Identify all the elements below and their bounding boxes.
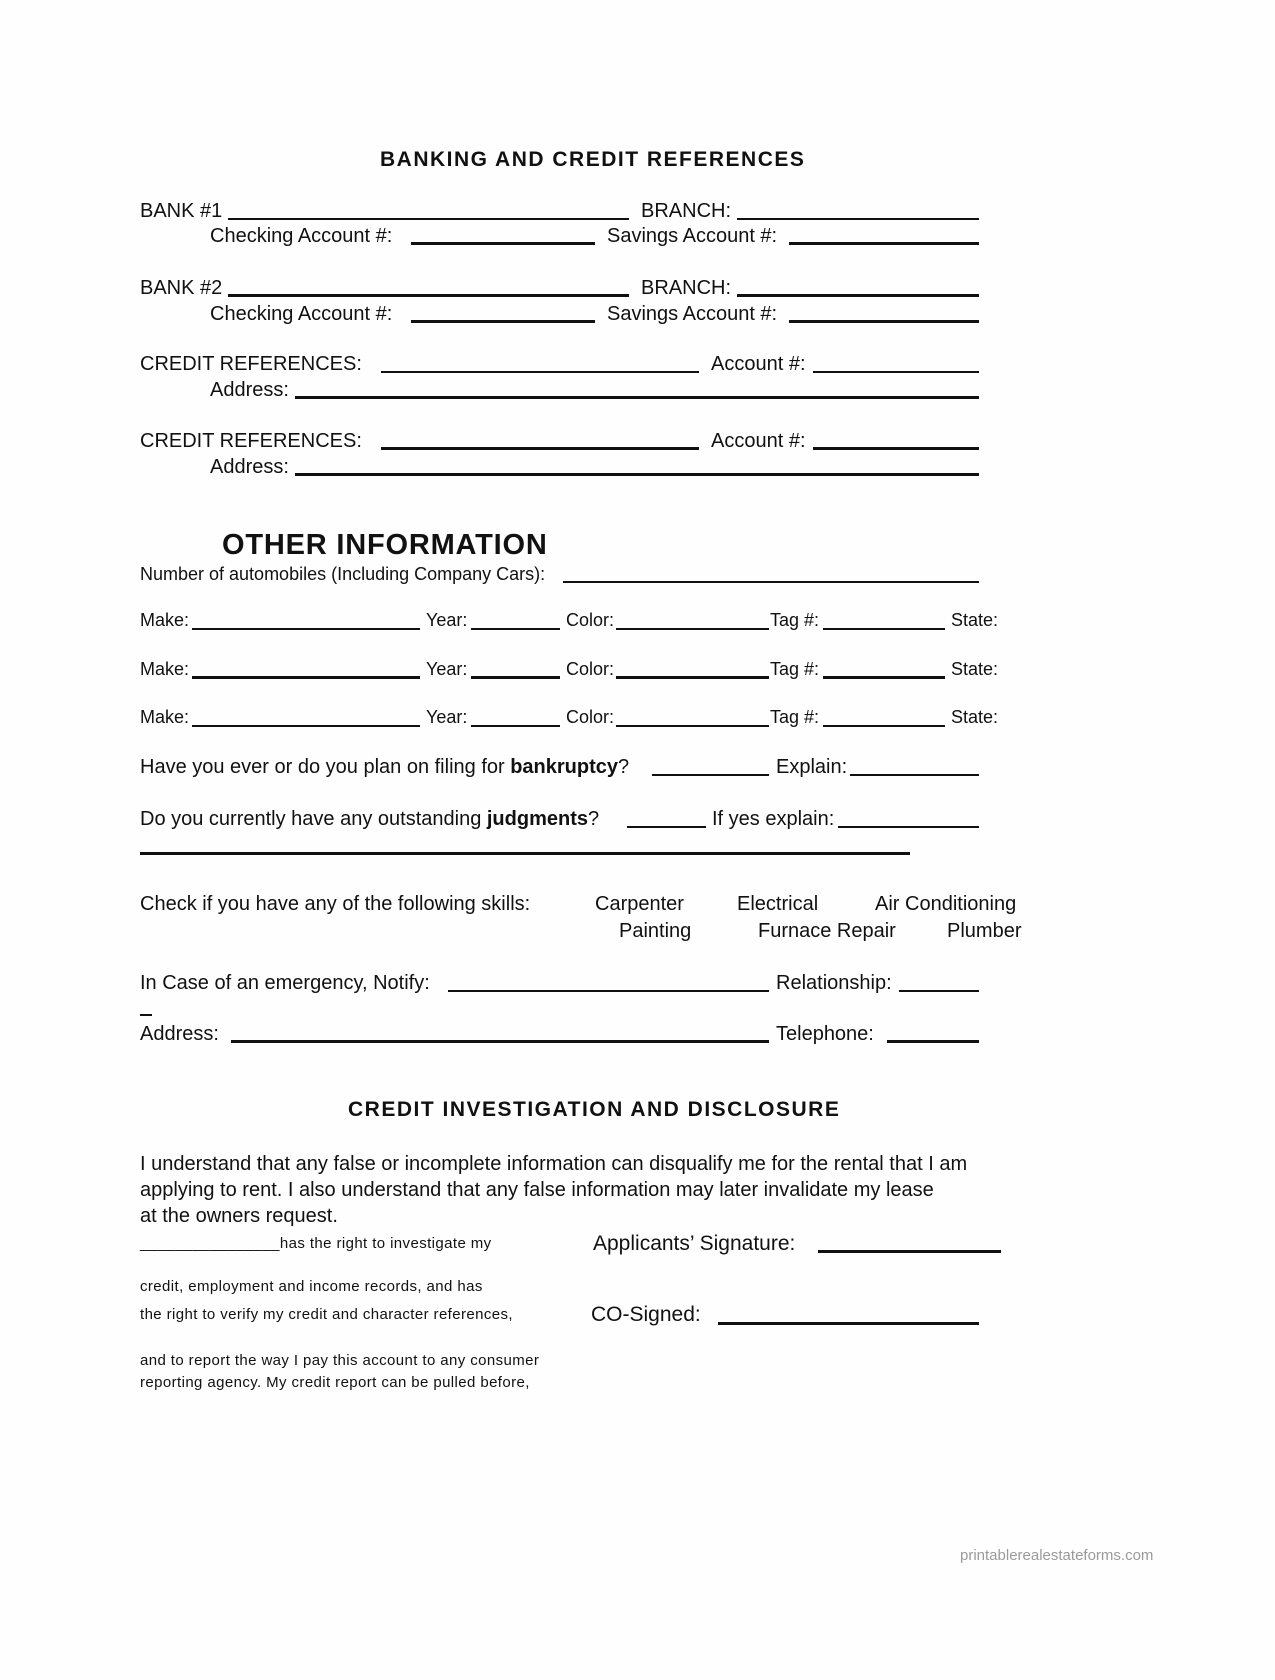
skill-carpenter[interactable]: Carpenter bbox=[595, 893, 684, 915]
relationship-label: Relationship: bbox=[776, 972, 892, 994]
credit-ref2-line[interactable] bbox=[381, 447, 699, 450]
skill-painting[interactable]: Painting bbox=[619, 920, 692, 942]
bankruptcy-question-text: Have you ever or do you plan on filing for bbox=[140, 756, 511, 778]
authorization-line3: the right to verify my credit and character references, bbox=[140, 1306, 513, 1323]
vehicle2-year-line[interactable] bbox=[471, 676, 560, 679]
disclosure-para-line3: at the owners request. bbox=[140, 1205, 338, 1227]
authorization-line4: and to report the way I pay this account to any consumer bbox=[140, 1352, 540, 1369]
credit-ref2-label: CREDIT REFERENCES: bbox=[140, 430, 362, 452]
authorization-line5: reporting agency. My credit report can be pulled before, bbox=[140, 1374, 530, 1391]
vehicle1-make-line[interactable] bbox=[192, 628, 420, 630]
section-divider bbox=[140, 852, 910, 855]
vehicle2-state-label: State: bbox=[951, 659, 999, 679]
bank1-branch-label: BRANCH: bbox=[641, 200, 732, 222]
credit-ref1-account-line[interactable] bbox=[813, 371, 979, 373]
bank2-label: BANK #2 bbox=[140, 277, 223, 299]
judgments-explain-line[interactable] bbox=[838, 826, 979, 828]
vehicle3-year-line[interactable] bbox=[471, 725, 560, 727]
bank1-checking-line[interactable] bbox=[411, 242, 595, 245]
bank1-savings-label: Savings Account #: bbox=[607, 225, 778, 247]
emergency-address-line[interactable] bbox=[231, 1040, 769, 1043]
bank2-savings-line[interactable] bbox=[789, 320, 979, 323]
authorization-line2: credit, employment and income records, and has bbox=[140, 1278, 483, 1295]
credit-ref2-account-line[interactable] bbox=[813, 447, 979, 450]
credit-ref1-address-label: Address: bbox=[210, 379, 289, 401]
disclosure-para-line1: I understand that any false or incomplete information can disqualify me for the rental that I am bbox=[140, 1153, 968, 1175]
vehicle3-tag-label: Tag #: bbox=[770, 707, 820, 727]
vehicle3-color-label: Color: bbox=[566, 707, 615, 727]
emergency-address-label: Address: bbox=[140, 1023, 219, 1045]
vehicle3-make-label: Make: bbox=[140, 707, 190, 727]
telephone-label: Telephone: bbox=[776, 1023, 874, 1045]
credit-ref2-account-label: Account #: bbox=[711, 430, 806, 452]
authorization-line1: ________________has the right to investigate my bbox=[140, 1235, 492, 1252]
skill-electrical[interactable]: Electrical bbox=[737, 893, 819, 915]
relationship-line[interactable] bbox=[899, 990, 979, 992]
credit-ref2-address-line[interactable] bbox=[295, 473, 979, 476]
watermark: printablerealestateforms.com bbox=[960, 1547, 1154, 1564]
bankruptcy-question bbox=[140, 757, 629, 777]
bank1-savings-line[interactable] bbox=[789, 242, 979, 245]
vehicle1-tag-line[interactable] bbox=[823, 628, 945, 630]
bank1-checking-label: Checking Account #: bbox=[210, 225, 393, 247]
vehicle3-tag-line[interactable] bbox=[823, 725, 945, 727]
vehicle2-make-label: Make: bbox=[140, 659, 190, 679]
judgments-question bbox=[140, 809, 599, 829]
bank2-savings-label: Savings Account #: bbox=[607, 303, 778, 325]
credit-ref1-line[interactable] bbox=[381, 371, 699, 373]
judgments-keyword: judgments bbox=[486, 808, 588, 830]
cosigned-line[interactable] bbox=[718, 1322, 979, 1325]
bank1-label: BANK #1 bbox=[140, 200, 223, 222]
vehicle1-state-label: State: bbox=[951, 610, 999, 630]
vehicle1-year-label: Year: bbox=[426, 610, 468, 630]
banking-title: BANKING AND CREDIT REFERENCES bbox=[380, 148, 806, 171]
credit-ref1-address-line[interactable] bbox=[295, 396, 979, 399]
judgments-explain-label: If yes explain: bbox=[712, 808, 835, 830]
judgments-question-mark: ? bbox=[588, 808, 600, 830]
vehicle2-color-label: Color: bbox=[566, 659, 615, 679]
bankruptcy-explain-label: Explain: bbox=[776, 756, 848, 778]
judgments-answer-line[interactable] bbox=[627, 826, 706, 828]
vehicle1-year-line[interactable] bbox=[471, 628, 560, 630]
bank2-checking-label: Checking Account #: bbox=[210, 303, 393, 325]
automobiles-label: Number of automobiles (Including Company Cars): bbox=[140, 564, 546, 584]
judgments-question-text: Do you currently have any outstanding bbox=[140, 808, 487, 830]
vehicle1-tag-label: Tag #: bbox=[770, 610, 820, 630]
cosigned-label: CO-Signed: bbox=[591, 1303, 701, 1326]
vehicle1-make-label: Make: bbox=[140, 610, 190, 630]
vehicle2-tag-label: Tag #: bbox=[770, 659, 820, 679]
bank2-checking-line[interactable] bbox=[411, 320, 595, 323]
bankruptcy-answer-line[interactable] bbox=[652, 774, 769, 776]
bank2-name-line[interactable] bbox=[228, 294, 629, 297]
vehicle3-color-line[interactable] bbox=[616, 725, 769, 727]
vehicle3-state-label: State: bbox=[951, 707, 999, 727]
vehicle3-year-label: Year: bbox=[426, 707, 468, 727]
disclosure-para-line2: applying to rent. I also understand that any false information may later invalidate my lease bbox=[140, 1179, 934, 1201]
vehicle2-tag-line[interactable] bbox=[823, 676, 945, 679]
stray-underscore bbox=[140, 1014, 152, 1016]
vehicle2-make-line[interactable] bbox=[192, 676, 420, 679]
bank2-branch-label: BRANCH: bbox=[641, 277, 732, 299]
applicant-signature-label: Applicants’ Signature: bbox=[593, 1232, 796, 1255]
emergency-label: In Case of an emergency, Notify: bbox=[140, 972, 430, 994]
bank1-name-line[interactable] bbox=[228, 218, 629, 220]
skills-label: Check if you have any of the following skills: bbox=[140, 893, 531, 915]
bank1-branch-line[interactable] bbox=[737, 218, 979, 220]
vehicle3-make-line[interactable] bbox=[192, 725, 420, 727]
applicant-signature-line[interactable] bbox=[818, 1250, 1001, 1253]
bank2-branch-line[interactable] bbox=[737, 294, 979, 297]
bankruptcy-explain-line[interactable] bbox=[850, 774, 979, 776]
skill-plumber[interactable]: Plumber bbox=[947, 920, 1022, 942]
emergency-line[interactable] bbox=[448, 990, 769, 992]
automobiles-line[interactable] bbox=[563, 581, 979, 583]
disclosure-title: CREDIT INVESTIGATION AND DISCLOSURE bbox=[348, 1098, 841, 1121]
skill-furnace-repair[interactable]: Furnace Repair bbox=[758, 920, 896, 942]
vehicle2-color-line[interactable] bbox=[616, 676, 769, 679]
credit-ref1-label: CREDIT REFERENCES: bbox=[140, 353, 362, 375]
skill-air-conditioning[interactable]: Air Conditioning bbox=[875, 893, 1017, 915]
vehicle1-color-label: Color: bbox=[566, 610, 615, 630]
credit-ref1-account-label: Account #: bbox=[711, 353, 806, 375]
credit-ref2-address-label: Address: bbox=[210, 456, 289, 478]
bankruptcy-question-mark: ? bbox=[618, 756, 630, 778]
vehicle1-color-line[interactable] bbox=[616, 628, 769, 630]
bankruptcy-keyword: bankruptcy bbox=[510, 756, 619, 778]
vehicle2-year-label: Year: bbox=[426, 659, 468, 679]
other-info-title: OTHER INFORMATION bbox=[222, 529, 548, 561]
telephone-line[interactable] bbox=[887, 1040, 979, 1043]
